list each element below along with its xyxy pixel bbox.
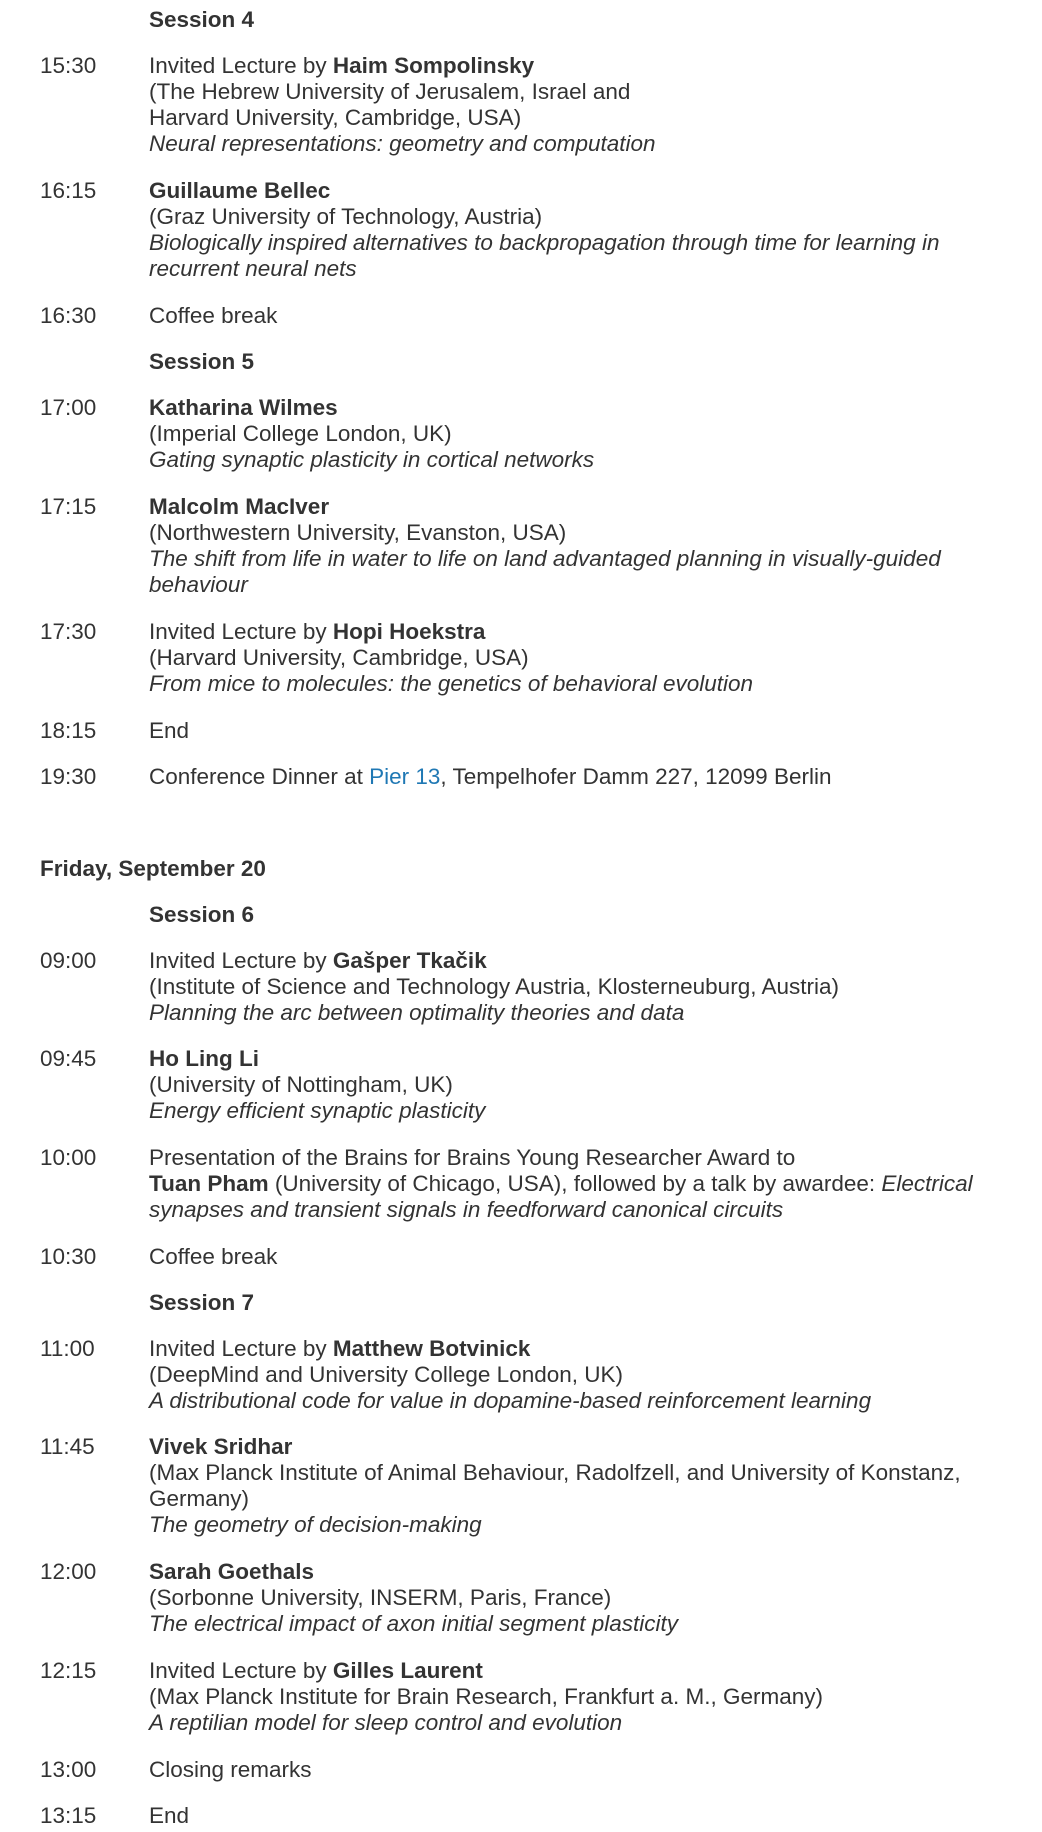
speaker-affiliation: (The Hebrew University of Jerusalem, Israel and	[149, 79, 631, 104]
lecture-prefix: Invited Lecture by	[149, 1336, 333, 1361]
speaker-affiliation: (Imperial College London, UK)	[149, 421, 452, 446]
lecture-prefix: Invited Lecture by	[149, 1658, 333, 1683]
speaker-affiliation: (Max Planck Institute of Animal Behaviour, Radolfzell, and University of Konstanz,	[149, 1460, 961, 1485]
speaker-affiliation: (Northwestern University, Evanston, USA)	[149, 520, 567, 545]
entry-time: 13:15	[40, 1803, 97, 1828]
schedule-entry	[40, 1046, 1022, 1124]
session-6-header	[40, 902, 1022, 928]
schedule-entry	[40, 303, 1022, 329]
talk-title: From mice to molecules: the genetics of behavioral evolution	[149, 671, 754, 696]
entry-time: 18:15	[40, 718, 97, 743]
entry-time: 12:00	[40, 1559, 97, 1584]
talk-title: The electrical impact of axon initial segment plasticity	[149, 1611, 678, 1636]
talk-title: Biologically inspired alternatives to backpropagation through time for learning in	[149, 230, 940, 255]
schedule-entry	[40, 1658, 1022, 1736]
entry-time: 09:00	[40, 948, 97, 973]
speaker-affiliation: Harvard University, Cambridge, USA)	[149, 105, 522, 130]
talk-title: A reptilian model for sleep control and evolution	[149, 1710, 623, 1735]
session-title: Session 4	[149, 7, 255, 32]
speaker-name: Vivek Sridhar	[149, 1434, 293, 1459]
award-text: Presentation of the Brains for Brains Young Researcher Award to	[149, 1145, 796, 1170]
speaker-affiliation: (University of Nottingham, UK)	[149, 1072, 453, 1097]
speaker-name: Sarah Goethals	[149, 1559, 315, 1584]
schedule-entry	[40, 494, 1022, 598]
awardee-affiliation: (University of Chicago, USA), followed by a talk by awardee:	[268, 1171, 882, 1196]
schedule-entry	[40, 1757, 1022, 1783]
session-title: Session 7	[149, 1290, 255, 1315]
speaker-name: Matthew Botvinick	[332, 1336, 531, 1361]
lecture-prefix: Invited Lecture by	[149, 948, 333, 973]
entry-time: 19:30	[40, 764, 97, 789]
entry-text: Coffee break	[149, 303, 278, 328]
schedule-entry	[40, 948, 1022, 1026]
talk-title: Gating synaptic plasticity in cortical networks	[149, 447, 595, 472]
speaker-affiliation: Germany)	[149, 1486, 250, 1511]
dinner-address: , Tempelhofer Damm 227, 12099 Berlin	[440, 764, 832, 789]
speaker-name: Guillaume Bellec	[149, 178, 331, 203]
talk-title: Planning the arc between optimality theories and data	[149, 1000, 685, 1025]
talk-title: Electrical	[881, 1171, 973, 1196]
entry-text: End	[149, 718, 190, 743]
schedule-entry	[40, 395, 1022, 473]
speaker-name: Malcolm MacIver	[149, 494, 330, 519]
session-4-header	[40, 7, 1022, 33]
entry-time: 17:15	[40, 494, 97, 519]
session-7-header	[40, 1290, 1022, 1316]
schedule-entry	[40, 1803, 1022, 1829]
speaker-name: Katharina Wilmes	[149, 395, 338, 420]
schedule-entry	[40, 1559, 1022, 1637]
lecture-prefix: Invited Lecture by	[149, 619, 333, 644]
schedule-entry	[40, 764, 1022, 790]
entry-time: 10:00	[40, 1145, 97, 1170]
schedule-entry	[40, 1145, 1022, 1223]
entry-time: 16:15	[40, 178, 97, 203]
entry-time: 12:15	[40, 1658, 97, 1683]
session-title: Session 5	[149, 349, 255, 374]
speaker-name: Gašper Tkačik	[332, 948, 487, 973]
dinner-text: Conference Dinner at	[149, 764, 370, 789]
entry-time: 11:45	[40, 1434, 95, 1459]
entry-text: Closing remarks	[149, 1757, 312, 1782]
entry-time: 16:30	[40, 303, 97, 328]
talk-title: recurrent neural nets	[149, 256, 357, 281]
schedule-entry	[40, 1434, 1022, 1538]
talk-title: behaviour	[149, 572, 248, 597]
schedule-entry	[40, 1244, 1022, 1270]
speaker-affiliation: (Max Planck Institute for Brain Research, Frankfurt a. M., Germany)	[149, 1684, 823, 1709]
talk-title: The geometry of decision-making	[149, 1512, 482, 1537]
awardee-name: Tuan Pham	[149, 1171, 269, 1196]
entry-text: End	[149, 1803, 190, 1828]
speaker-name: Gilles Laurent	[332, 1658, 483, 1683]
speaker-name: Hopi Hoekstra	[332, 619, 486, 644]
talk-title: The shift from life in water to life on land advantaged planning in visually-guided	[149, 546, 941, 571]
schedule-entry	[40, 178, 1022, 282]
speaker-name: Ho Ling Li	[149, 1046, 259, 1071]
schedule-entry	[40, 53, 1022, 157]
talk-title: A distributional code for value in dopamine-based reinforcement learning	[149, 1388, 872, 1413]
pier-13-link[interactable]: Pier 13	[369, 764, 441, 789]
lecture-prefix: Invited Lecture by	[149, 53, 333, 78]
speaker-affiliation: (Harvard University, Cambridge, USA)	[149, 645, 529, 670]
session-5-header	[40, 349, 1022, 375]
day-heading: Friday, September 20	[40, 856, 266, 881]
speaker-name: Haim Sompolinsky	[332, 53, 535, 78]
entry-time: 13:00	[40, 1757, 97, 1782]
session-title: Session 6	[149, 902, 255, 927]
entry-text: Coffee break	[149, 1244, 278, 1269]
schedule-entry	[40, 1336, 1022, 1414]
speaker-affiliation: (Graz University of Technology, Austria)	[149, 204, 543, 229]
speaker-affiliation: (Institute of Science and Technology Austria, Klosterneuburg, Austria)	[149, 974, 839, 999]
entry-time: 11:00	[40, 1336, 95, 1361]
entry-time: 10:30	[40, 1244, 97, 1269]
talk-title: synapses and transient signals in feedforward canonical circuits	[149, 1197, 784, 1222]
schedule-entry	[40, 718, 1022, 744]
entry-time: 09:45	[40, 1046, 97, 1071]
talk-title: Neural representations: geometry and computation	[149, 131, 656, 156]
speaker-affiliation: (Sorbonne University, INSERM, Paris, France)	[149, 1585, 612, 1610]
entry-time: 17:00	[40, 395, 97, 420]
talk-title: Energy efficient synaptic plasticity	[149, 1098, 486, 1123]
speaker-affiliation: (DeepMind and University College London, UK)	[149, 1362, 623, 1387]
entry-time: 17:30	[40, 619, 97, 644]
schedule-entry	[40, 619, 1022, 697]
entry-time: 15:30	[40, 53, 97, 78]
